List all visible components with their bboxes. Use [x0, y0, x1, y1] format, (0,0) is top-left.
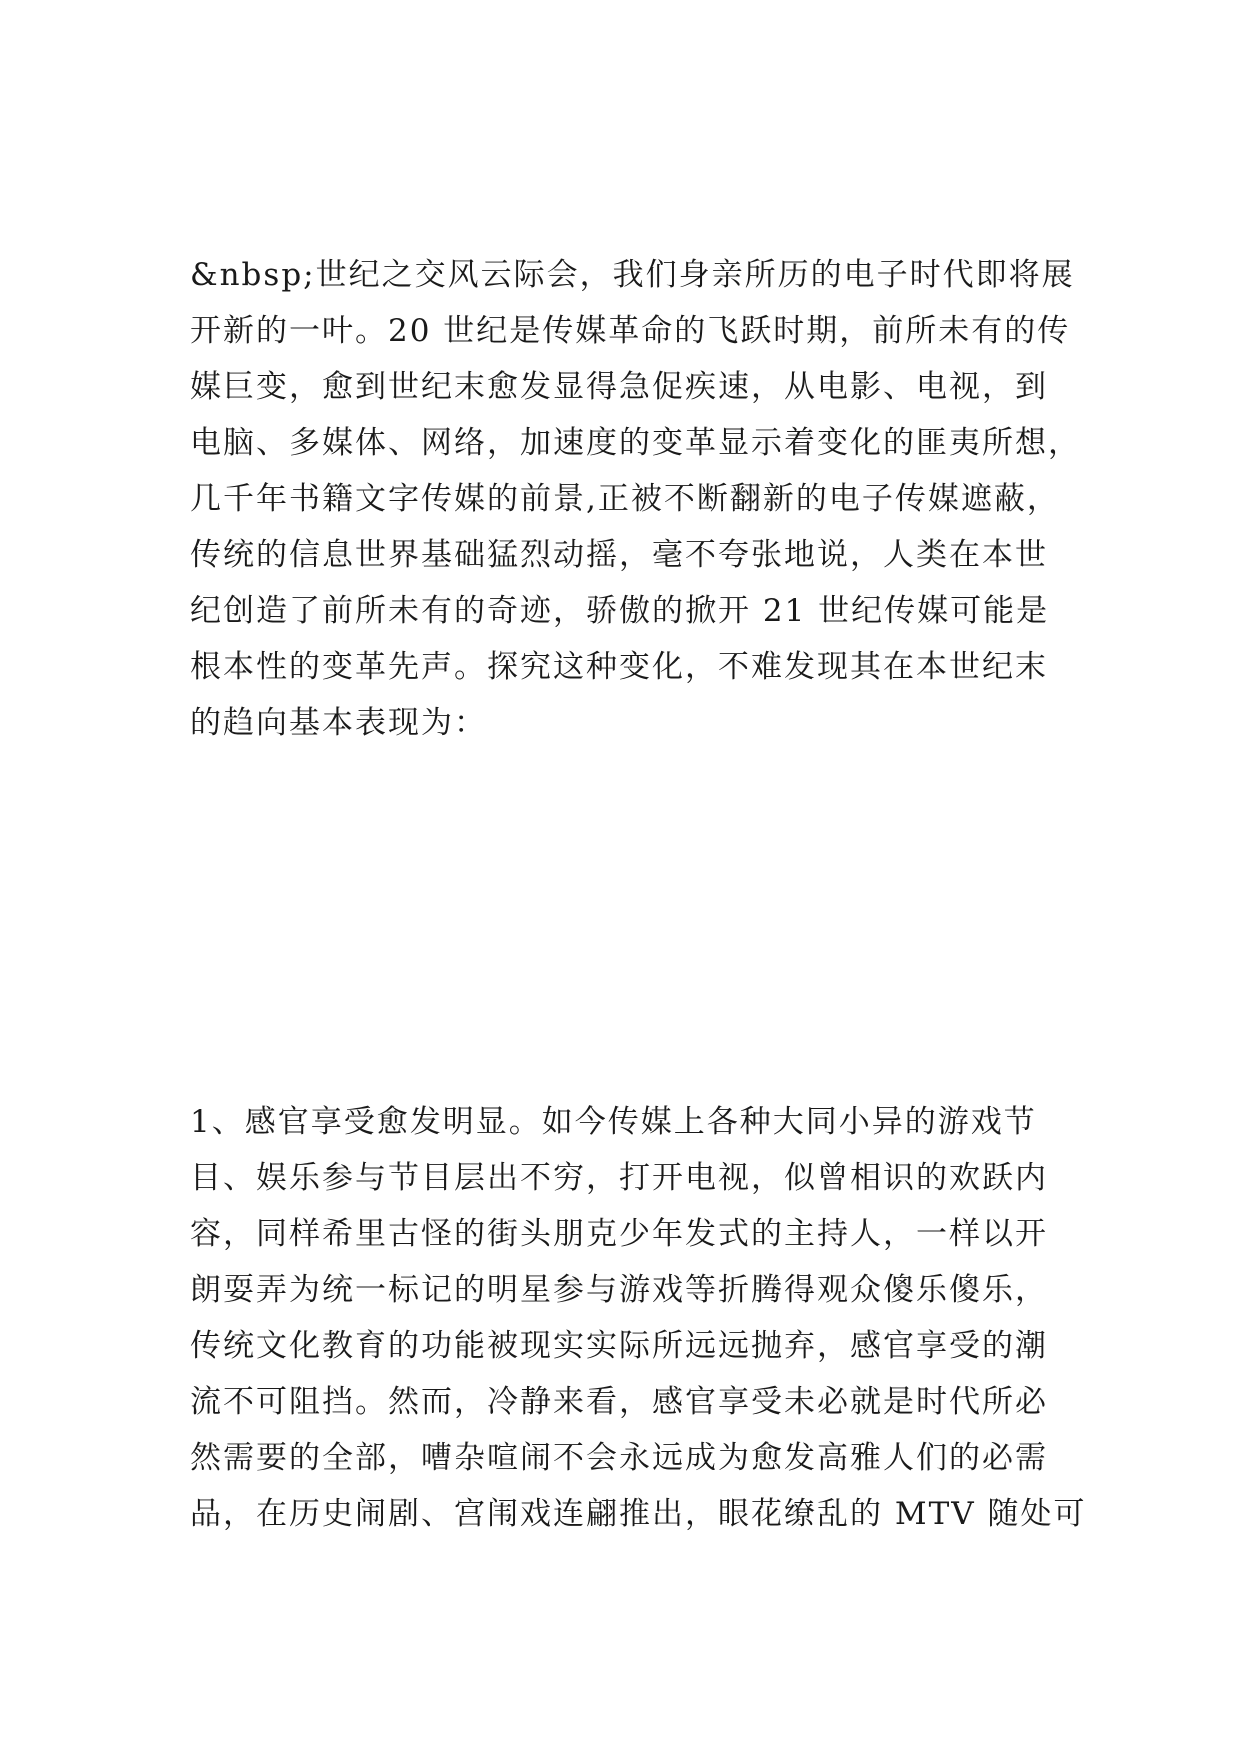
text-line: 流不可阻挡。然而，冷静来看，感官享受未必就是时代所必 — [190, 1384, 1048, 1420]
text-line: &nbsp;世纪之交风云际会，我们身亲所历的电子时代即将展 — [190, 257, 1075, 293]
text-line: 电脑、多媒体、网络，加速度的变革显示着变化的匪夷所想， — [190, 425, 1081, 461]
text-line: 传统文化教育的功能被现实实际所远远抛弃，感官享受的潮 — [190, 1328, 1048, 1364]
text-line: 开新的一叶。20 世纪是传媒革命的飞跃时期，前所未有的传 — [190, 313, 1071, 349]
text-line: 的趋向基本表现为： — [190, 705, 487, 741]
text-line: 媒巨变，愈到世纪末愈发显得急促疾速，从电影、电视，到 — [190, 369, 1048, 405]
text-line: 然需要的全部，嘈杂喧闹不会永远成为愈发高雅人们的必需 — [190, 1440, 1048, 1476]
text-line: 目、娱乐参与节目层出不穷，打开电视，似曾相识的欢跃内 — [190, 1160, 1048, 1196]
text-line: 1、感官享受愈发明显。如今传媒上各种大同小异的游戏节 — [190, 1104, 1037, 1140]
text-line: 容，同样希里古怪的街头朋克少年发式的主持人，一样以开 — [190, 1216, 1048, 1252]
text-line: 纪创造了前所未有的奇迹，骄傲的掀开 21 世纪传媒可能是 — [190, 593, 1050, 629]
text-line: 朗耍弄为统一标记的明星参与游戏等折腾得观众傻乐傻乐， — [190, 1272, 1048, 1308]
text-line: 根本性的变革先声。探究这种变化，不难发现其在本世纪末 — [190, 649, 1048, 685]
text-line: 传统的信息世界基础猛烈动摇，毫不夸张地说，人类在本世 — [190, 537, 1048, 573]
paragraph-point-1 — [190, 1094, 1087, 1542]
text-line: 品，在历史闹剧、宫闱戏连翩推出，眼花缭乱的 MTV 随处可 — [190, 1496, 1087, 1532]
paragraph-intro — [190, 247, 1081, 751]
text-line: 几千年书籍文字传媒的前景,正被不断翻新的电子传媒遮蔽， — [190, 481, 1060, 517]
